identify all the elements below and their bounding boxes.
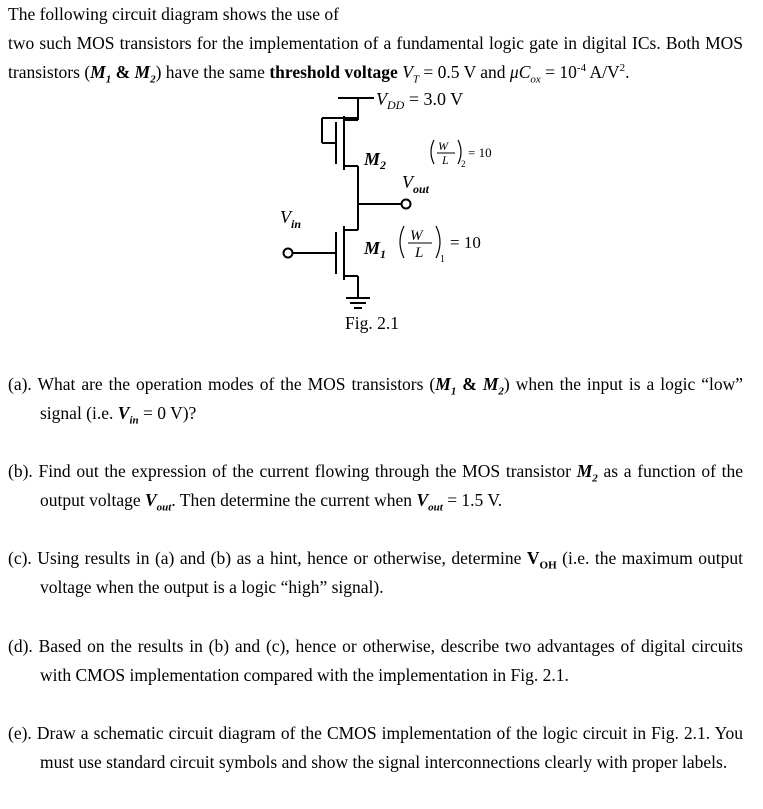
circuit-wires (292, 98, 402, 308)
intro-m2: $M_2$ (134, 62, 156, 86)
figure-caption: Fig. 2.1 (345, 313, 399, 333)
svg-text:W: W (438, 139, 448, 153)
circuit-diagram (270, 90, 530, 340)
question-d-text: (d). Based on the results in (b) and (c), hence or otherwise, describe two advantages of digital circuits with CMOS implementation compared with the implementation in Fig. 2.1. (8, 636, 743, 685)
intro-vt-value: = 0.5 V and (419, 62, 510, 82)
wl1-ratio (400, 226, 481, 265)
question-c (8, 544, 743, 602)
vin-terminal (284, 249, 293, 258)
m2-label: $M_2$ (364, 149, 387, 172)
question-c-text: (c). Using results in (a) and (b) as a hint, hence or otherwise, determine $V_{OH}$ (i.e. the maximum output voltage when the output is a logic “high” signal). (8, 548, 743, 597)
question-b-text: (b). Find out the expression of the current flowing through the MOS transistor $M_2$ as a function of the output voltage $V_{out}$. Then determine the current when $V_{out} = 1.5$ V. (8, 461, 744, 514)
intro-amp: & (111, 62, 135, 82)
question-d (8, 632, 743, 690)
question-a (8, 370, 743, 428)
question-a-text: (a). What are the operation modes of the MOS transistors ($M_1$ & $M_2$) when the input is a logic “low” signal (i.e. $V_{in} = 0$ V)? (8, 374, 743, 427)
intro-line-3b: ) have the same (155, 62, 270, 82)
intro-vt-symbol: $V_T$ (402, 62, 420, 86)
svg-text:1: 1 (440, 254, 445, 265)
intro-mu-value: = $10^{-4}$ $A/V^2$. (540, 62, 630, 82)
question-e (8, 719, 743, 777)
intro-line-1: The following circuit diagram shows the use of (8, 4, 339, 24)
svg-text:= 10: = 10 (468, 145, 492, 160)
vout-terminal (402, 200, 411, 209)
svg-text:L: L (415, 245, 424, 261)
vin-label: $V_{in}$ (280, 207, 302, 231)
intro-paragraph (8, 0, 743, 87)
intro-m1: $M_1$ (90, 62, 112, 86)
intro-line-2: two such MOS transistors for the implementation of a fundamental logic gate in digital ICs. Both (8, 33, 700, 53)
vdd-label: $V_{DD} = 3.0$ V (376, 90, 464, 112)
intro-line-3a: MOS transistors ( (8, 33, 743, 82)
circuit-figure (270, 90, 530, 340)
intro-vt-label: threshold voltage (269, 62, 398, 82)
intro-mu-cox: $\mu C_{ox}$ (509, 62, 541, 86)
svg-text:W: W (410, 228, 423, 244)
svg-text:L: L (442, 153, 449, 167)
question-b (8, 457, 743, 515)
question-e-text: (e). Draw a schematic circuit diagram of the CMOS implementation of the logic circuit in Fig. 2.1. You must use standard circuit symbols and show the signal interconnections clearly with proper labels. (8, 723, 743, 772)
vout-label: $V_{out}$ (402, 172, 430, 196)
m1-label: $M_1$ (364, 238, 387, 261)
wl2-ratio (431, 139, 492, 169)
svg-text:= 10: = 10 (450, 233, 481, 252)
svg-text:2: 2 (461, 159, 466, 169)
